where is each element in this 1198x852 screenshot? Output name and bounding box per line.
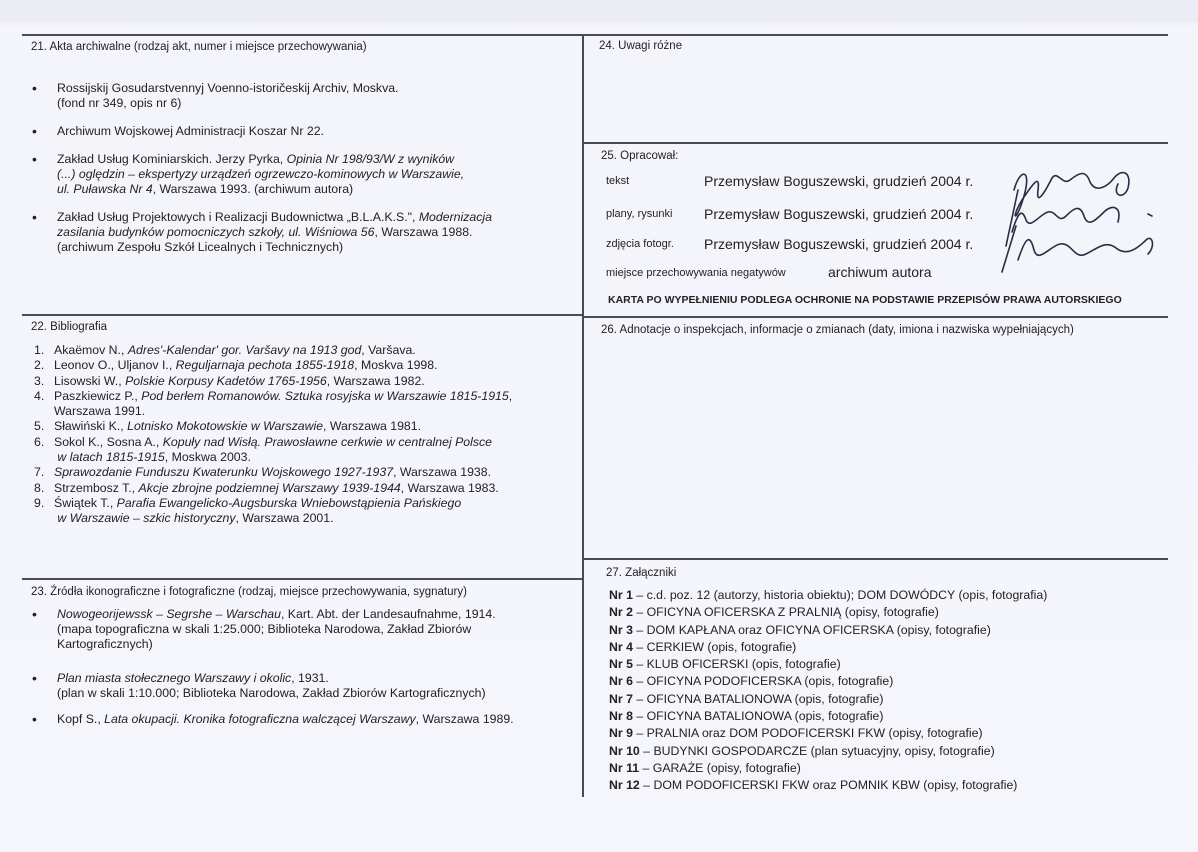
rule-22-23 bbox=[22, 578, 582, 580]
scan-edge bbox=[0, 0, 1198, 22]
bullet: • bbox=[32, 151, 37, 167]
negatives-label: miejsce przechowywania negatywów bbox=[606, 267, 786, 279]
list-item: Nr 3 – DOM KAPŁANA oraz OFICYNA OFICERSKA (opisy, fotografie) bbox=[609, 622, 991, 637]
list-item: Nr 12 – DOM PODOFICERSKI FKW oraz POMNIK KBW (opisy, fotografie) bbox=[609, 778, 1018, 793]
signature bbox=[1000, 160, 1160, 280]
list-item: Nr 11 – GARAŻE (opisy, fotografie) bbox=[609, 760, 801, 775]
list-item: Nr 2 – OFICYNA OFICERSKA Z PRALNIĄ (opisy, fotografie) bbox=[609, 605, 939, 620]
list-item: 3. Lisowski W., Polskie Korpusy Kadetów 1765-1956, Warszawa 1982. bbox=[34, 373, 425, 388]
section-26-title: 26. Adnotacje o inspekcjach, informacje o zmianach (daty, imiona i nazwiska wypełniających) bbox=[601, 324, 1074, 336]
bullet: • bbox=[32, 711, 37, 727]
author-row-label: zdjęcia fotogr. bbox=[606, 238, 674, 250]
list-item: Nr 1 – c.d. poz. 12 (autorzy, historia obiektu); DOM DOWÓDCY (opis, fotografia) bbox=[609, 588, 1048, 602]
list-item: 2. Leonov O., Uljanov I., Reguljarnaja pechota 1855-1918, Moskva 1998. bbox=[34, 358, 438, 373]
bullet: • bbox=[32, 670, 37, 686]
center-divider bbox=[582, 34, 584, 797]
rule-25-26 bbox=[584, 316, 1168, 318]
list-item: 6. Sokol K., Sosna A., Kopuły nad Wisłą. Prawosławne cerkwie w centralnej Polsce w latach 1815-1915, Moskwa 2003. bbox=[34, 434, 493, 465]
list-item: 7. Sprawozdanie Funduszu Kwaterunku Wojskowego 1927-1937, Warszawa 1938. bbox=[34, 465, 492, 480]
author-row-label: tekst bbox=[606, 175, 630, 187]
archive-item-2: • Archiwum Wojskowej Administracji Koszar Nr 22. bbox=[32, 123, 324, 139]
bibliography-list bbox=[34, 343, 579, 527]
rule-21-22 bbox=[22, 314, 582, 316]
bullet: • bbox=[32, 80, 37, 96]
archive-item-4: • Zakład Usług Projektowych i Realizacji Budownictwa „B.L.A.K.S.", Modernizacja zasilania budynków pomocniczych szkoły, ul. Wiśniowa 56, Warszawa 1988. (archiwum Zespołu Szkół Licealnych i Technicznych) bbox=[32, 209, 492, 255]
bullet: • bbox=[32, 123, 37, 139]
section-23-title: 23. Źródła ikonograficzne i fotograficzne (rodzaj, miejsce przechowywania, sygnatury) bbox=[31, 586, 467, 598]
iconography-item-2: • Plan miasta stołecznego Warszawy i okolic, 1931. (plan w skali 1:10.000; Biblioteka Narodowa, Zakład Zbiorów Kartograficznych) bbox=[32, 670, 486, 701]
list-item: 1. Akaёmov N., Adres'-Kalendar' gor. Varšavy na 1913 god, Varšava. bbox=[34, 343, 416, 357]
author-row-label: plany, rysunki bbox=[606, 208, 673, 220]
top-rule bbox=[22, 34, 1168, 36]
copyright-notice: KARTA PO WYPEŁNIENIU PODLEGA OCHRONIE NA PODSTAWIE PRZEPISÓW PRAWA AUTORSKIEGO bbox=[608, 294, 1122, 306]
archive-item-1: • Rossijskij Gosudarstvennyj Voenno-istoričeskij Archiv, Moskva. (fond nr 349, opis nr 6) bbox=[32, 80, 399, 111]
iconography-item-1: • Nowogeorijewssk – Segrshe – Warschau, Kart. Abt. der Landesaufnahme, 1914. (mapa topograficzna w skali 1:25.000; Biblioteka Narodowa, Zakład Zbiorów Kartograficznych) bbox=[32, 606, 496, 652]
list-item: Nr 9 – PRALNIA oraz DOM PODOFICERSKI FKW (opisy, fotografie) bbox=[609, 726, 983, 741]
list-item: Nr 8 – OFICYNA BATALIONOWA (opis, fotografie) bbox=[609, 709, 884, 724]
list-item: Nr 4 – CERKIEW (opis, fotografie) bbox=[609, 639, 797, 654]
list-item: Nr 10 – BUDYNKI GOSPODARCZE (plan sytuacyjny, opisy, fotografie) bbox=[609, 743, 995, 758]
section-21-title: 21. Akta archiwalne (rodzaj akt, numer i miejsce przechowywania) bbox=[31, 41, 367, 53]
rule-26-27 bbox=[584, 558, 1168, 560]
archive-item-3: • Zakład Usług Kominiarskich. Jerzy Pyrka, Opinia Nr 198/93/W z wyników (...) oględzin – ekspertyzy urządzeń ogrzewczo-kominowych w Warszawie, ul. Puławska Nr 4, Warszawa 1993. (archiwum autora) bbox=[32, 151, 465, 197]
section-22-title: 22. Bibliografia bbox=[31, 321, 108, 333]
bullet: • bbox=[32, 606, 37, 622]
list-item: 5. Sławiński K., Lotnisko Mokotowskie w Warszawie, Warszawa 1981. bbox=[34, 419, 422, 434]
list-item: Nr 6 – OFICYNA PODOFICERSKA (opis, fotografie) bbox=[609, 674, 894, 689]
list-item: Nr 5 – KLUB OFICERSKI (opis, fotografie) bbox=[609, 657, 841, 672]
author-row-value: Przemysław Boguszewski, grudzień 2004 r. bbox=[704, 236, 974, 252]
author-row-value: Przemysław Boguszewski, grudzień 2004 r. bbox=[704, 173, 974, 189]
iconography-item-3: • Kopf S., Lata okupacji. Kronika fotograficzna walczącej Warszawy, Warszawa 1989. bbox=[32, 711, 514, 727]
list-item: Nr 7 – OFICYNA BATALIONOWA (opis, fotografie) bbox=[609, 691, 884, 706]
negatives-value: archiwum autora bbox=[828, 264, 932, 280]
list-item: 4. Paszkiewicz P., Pod berłem Romanowów. Sztuka rosyjska w Warszawie 1815-1915, Warszawa 1991. bbox=[34, 388, 513, 419]
attachments-list bbox=[609, 587, 1047, 795]
list-item: 8. Strzembosz T., Akcje zbrojne podziemnej Warszawy 1939-1944, Warszawa 1983. bbox=[34, 480, 499, 495]
list-item: 9. Świątek T., Parafia Ewangelicko-Augsburska Wniebowstąpienia Pańskiego w Warszawie – szkic historyczny, Warszawa 2001. bbox=[34, 495, 462, 526]
author-row-value: Przemysław Boguszewski, grudzień 2004 r. bbox=[704, 206, 974, 222]
rule-24-25 bbox=[584, 142, 1168, 144]
section-25-title: 25. Opracował: bbox=[601, 150, 679, 162]
section-27-title: 27. Załączniki bbox=[606, 567, 677, 579]
section-24-title: 24. Uwagi różne bbox=[599, 40, 683, 52]
bullet: • bbox=[32, 209, 37, 225]
